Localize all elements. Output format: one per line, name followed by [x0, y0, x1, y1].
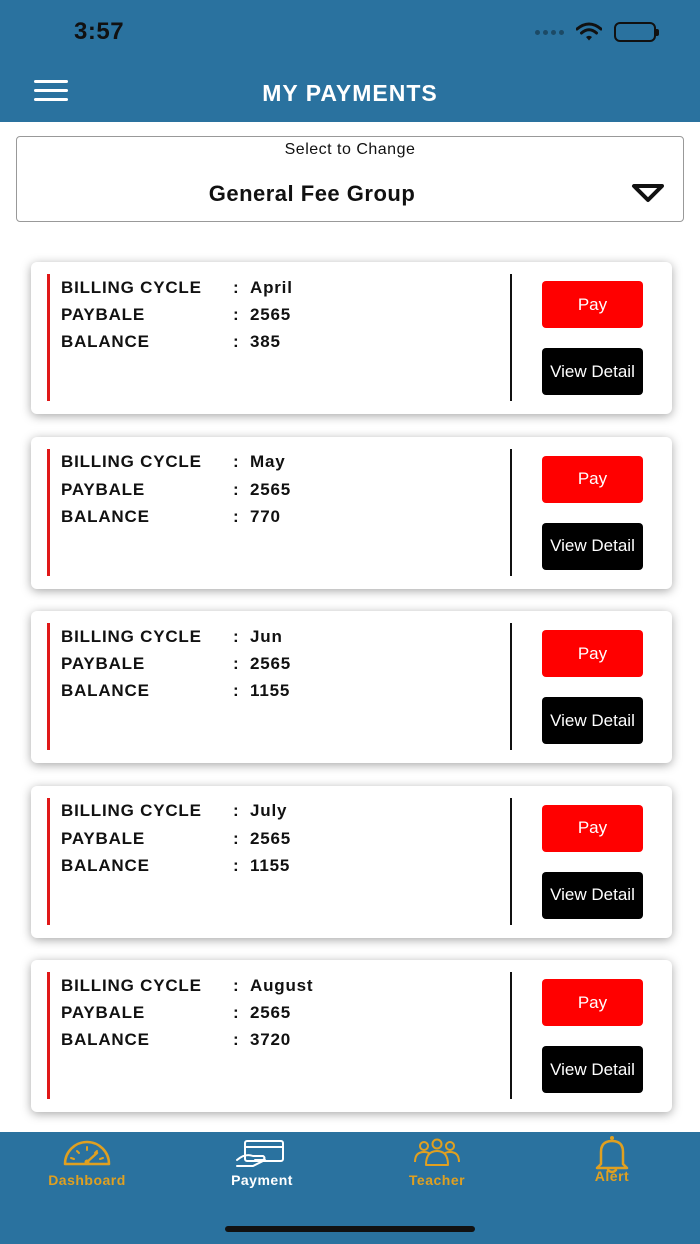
view-detail-button[interactable]: View Detail — [542, 348, 643, 395]
payable-label: PAYBALE — [61, 654, 146, 674]
billing-cycle-value: Jun — [250, 626, 283, 646]
payment-card: BILLING CYCLE : Jun PAYBALE : 2565 BALANCE : 1155 Pay View Detail — [31, 611, 672, 763]
payment-card: BILLING CYCLE : July PAYBALE : 2565 BALANCE : 1155 Pay View Detail — [31, 786, 672, 938]
tab-label: Teacher — [408, 1172, 466, 1188]
payment-list — [31, 262, 672, 1135]
billing-cycle-label: BILLING CYCLE — [61, 452, 202, 472]
balance-label: BALANCE — [61, 506, 150, 526]
pay-button[interactable]: Pay — [542, 281, 643, 328]
people-icon — [410, 1138, 464, 1168]
tab-label: Alert — [594, 1168, 630, 1184]
pay-button[interactable]: Pay — [542, 805, 643, 852]
billing-cycle-label: BILLING CYCLE — [61, 975, 202, 995]
billing-cycle-label: BILLING CYCLE — [61, 801, 202, 821]
card-accent-bar — [47, 274, 50, 401]
billing-cycle-value: May — [250, 452, 286, 472]
card-divider — [510, 274, 512, 401]
balance-value: 770 — [250, 506, 281, 526]
speedometer-icon — [61, 1138, 113, 1168]
card-divider — [510, 972, 512, 1099]
wifi-icon — [576, 22, 602, 42]
card-accent-bar — [47, 623, 50, 750]
balance-label: BALANCE — [61, 332, 150, 352]
payable-value: 2565 — [250, 479, 292, 499]
payment-card: BILLING CYCLE : April PAYBALE : 2565 BALANCE : 385 Pay View Detail — [31, 262, 672, 414]
tab-alert[interactable] — [537, 1138, 687, 1204]
cellular-signal-icon — [535, 30, 564, 35]
billing-cycle-value: July — [250, 801, 288, 821]
balance-value: 3720 — [250, 1030, 292, 1050]
balance-value: 385 — [250, 332, 281, 352]
payment-card: BILLING CYCLE : May PAYBALE : 2565 BALANCE : 770 Pay View Detail — [31, 437, 672, 589]
view-detail-button[interactable]: View Detail — [542, 523, 643, 570]
balance-label: BALANCE — [61, 1030, 150, 1050]
balance-value: 1155 — [250, 855, 291, 875]
pay-button[interactable]: Pay — [542, 630, 643, 677]
tab-payment[interactable] — [187, 1138, 337, 1204]
status-time: 3:57 — [74, 18, 125, 45]
selector-value: General Fee Group — [208, 181, 416, 206]
card-accent-bar — [47, 449, 50, 576]
fee-group-selector[interactable] — [16, 136, 684, 222]
payable-value: 2565 — [250, 654, 292, 674]
card-accent-bar — [47, 798, 50, 925]
payable-value: 2565 — [250, 1003, 292, 1023]
page-title: MY PAYMENTS — [262, 80, 438, 106]
balance-label: BALANCE — [61, 855, 150, 875]
payable-label: PAYBALE — [61, 305, 146, 325]
tab-label: Payment — [231, 1172, 293, 1188]
tab-teacher[interactable] — [362, 1138, 512, 1204]
credit-card-icon — [235, 1138, 289, 1168]
payable-label: PAYBALE — [61, 1003, 146, 1023]
pay-button[interactable]: Pay — [542, 456, 643, 503]
payment-card: BILLING CYCLE : August PAYBALE : 2565 BALANCE : 3720 Pay View Detail — [31, 960, 672, 1112]
view-detail-button[interactable]: View Detail — [542, 697, 643, 744]
tab-label: Dashboard — [48, 1172, 126, 1188]
payable-value: 2565 — [250, 828, 292, 848]
tab-dashboard[interactable] — [12, 1138, 162, 1204]
billing-cycle-value: April — [250, 277, 293, 297]
selector-hint: Select to Change — [284, 141, 416, 158]
billing-cycle-label: BILLING CYCLE — [61, 277, 202, 297]
battery-icon — [614, 22, 656, 42]
payable-label: PAYBALE — [61, 479, 146, 499]
card-divider — [510, 623, 512, 750]
payable-value: 2565 — [250, 305, 292, 325]
view-detail-button[interactable]: View Detail — [542, 1046, 643, 1093]
balance-label: BALANCE — [61, 681, 150, 701]
payable-label: PAYBALE — [61, 828, 146, 848]
dropdown-arrow-icon — [631, 183, 665, 203]
billing-cycle-value: August — [250, 975, 314, 995]
card-divider — [510, 798, 512, 925]
home-indicator — [225, 1226, 475, 1232]
billing-cycle-label: BILLING CYCLE — [61, 626, 202, 646]
balance-value: 1155 — [250, 681, 291, 701]
card-divider — [510, 449, 512, 576]
top-bar — [0, 0, 700, 122]
pay-button[interactable]: Pay — [542, 979, 643, 1026]
view-detail-button[interactable]: View Detail — [542, 872, 643, 919]
status-icons — [535, 22, 656, 42]
card-accent-bar — [47, 972, 50, 1099]
